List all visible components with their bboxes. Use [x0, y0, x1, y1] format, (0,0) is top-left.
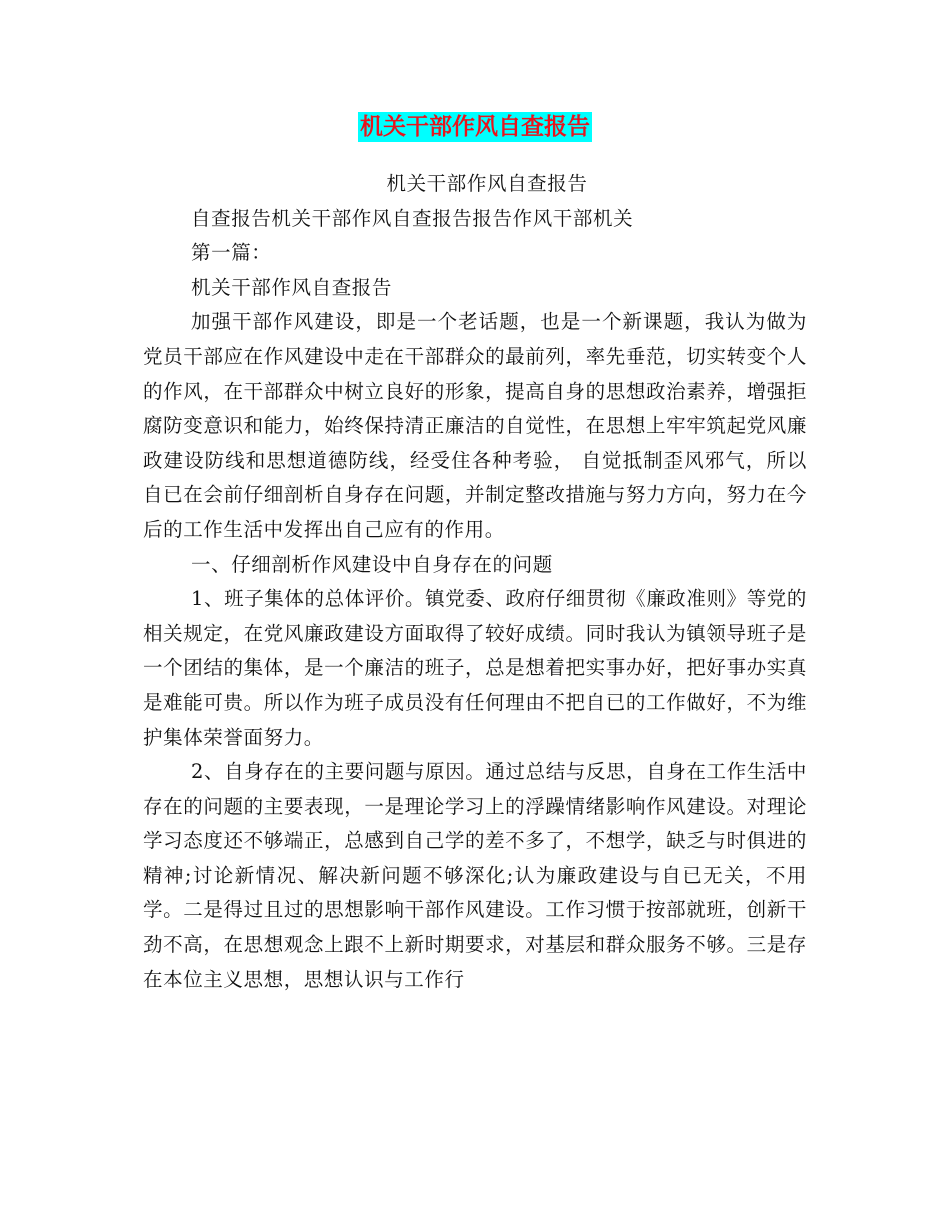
- keywords-line: 自查报告机关干部作风自查报告报告作风干部机关: [191, 206, 634, 230]
- document-subtitle: 机关干部作风自查报告: [386, 172, 588, 195]
- paragraph-main-problems: 2、自身存在的主要问题与原因。通过总结与反思，自身在工作生活中存在的问题的主要表现，一是理论学习上的浮躁情绪影响作风建设。对理论学习态度还不够端正，总感到自己学的差不多了，不想学，缺乏与时俱进的精神;讨论新情况、解决新问题不够深化;认为廉政建设与自已无关，不用学。二是得过且过的思想影响干部作风建设。工作习惯于按部就班，创新干劲不高，在思想观念上跟不上新时期要求，对基层和群众服务不够。三是存在本位主义思想，思想认识与工作行: [143, 760, 808, 991]
- title-wrap: [0, 112, 950, 142]
- section-heading-problems: 一、仔细剖析作风建设中自身存在的问题: [191, 552, 553, 576]
- section-title: 机关干部作风自查报告: [191, 275, 393, 299]
- paragraph-team-evaluation: 1、班子集体的总体评价。镇党委、政府仔细贯彻《廉政准则》等党的相关规定，在党风廉政建设方面取得了较好成绩。同时我认为镇领导班子是一个团结的集体，是一个廉洁的班子，总是想着把实事办好，把好事办实真是难能可贵。所以作为班子成员没有任何理由不把自已的工作做好，不为维护集体荣誉面努力。: [143, 587, 808, 749]
- document-body: [143, 167, 807, 997]
- document-title: 机关干部作风自查报告: [360, 114, 590, 140]
- paragraph-intro: 加强干部作风建设，即是一个老话题，也是一个新课题，我认为做为党员干部应在作风建设中走在干部群众的最前列，率先垂范，切实转变个人的作风，在干部群众中树立良好的形象，提高自身的思想政治素养，增强拒腐防变意识和能力，始终保持清正廉洁的自觉性，在思想上牢牢筑起党风廉政建设防线和思想道德防线，经受住各种考验， 自觉抵制歪风邪气，所以自已在会前仔细剖析自身存在问题，并制定整改措施与努力方向，努力在今后的工作生活中发挥出自己应有的作用。: [143, 310, 807, 541]
- part-label: 第一篇：: [191, 241, 272, 265]
